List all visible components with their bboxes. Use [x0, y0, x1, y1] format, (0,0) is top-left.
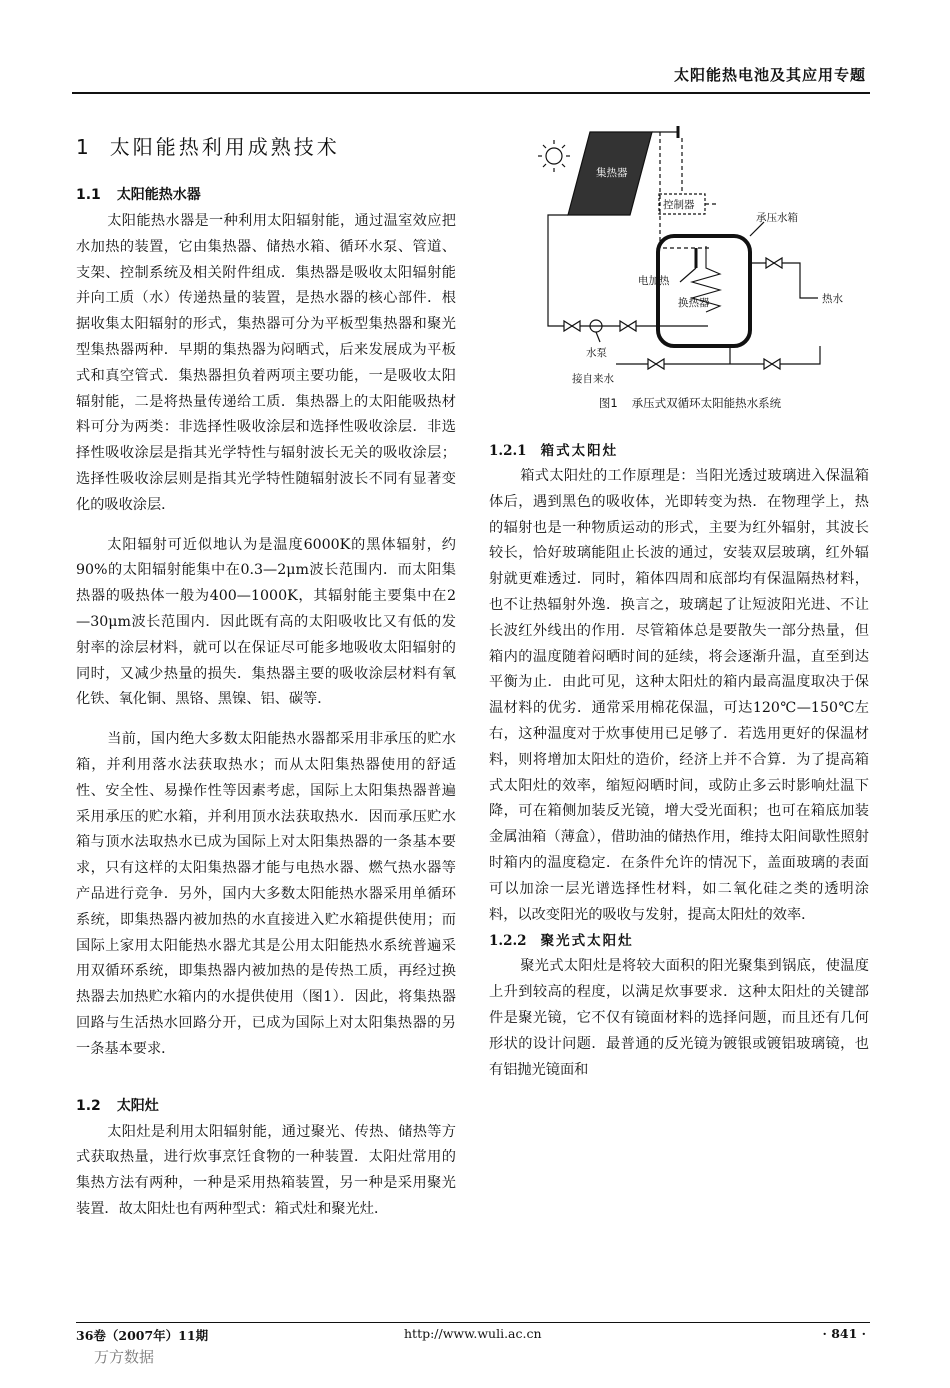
header-rule — [72, 92, 870, 94]
subsubsection-title — [489, 928, 869, 954]
watermark: 万方数据 — [94, 1348, 155, 1366]
label-collector: 集热器 — [596, 167, 628, 179]
footer-rule — [76, 1322, 870, 1323]
figure-number: 图1 — [598, 396, 618, 410]
label-hot-water: 热水 — [822, 293, 843, 305]
figure-caption-text: 承压式双循环太阳能热水系统 — [631, 396, 782, 410]
label-tank: 承压水箱 — [756, 212, 798, 224]
paragraph: 太阳灶是利用太阳辐射能，通过聚光、传热、储热等方式获取热量，进行炊事烹饪食物的一种装置．太阳灶常用的集热方法有两种，一种是采用热箱装置，另一种是采用聚光装置．故太阳灶也有两种型式：箱式灶和聚光灶． — [76, 1123, 456, 1217]
paragraph: 太阳辐射可近似地认为是温度6000K的黑体辐射，约90%的太阳辐射能集中在0.3—2μm波长范围内．而太阳集热器的吸热体一般为400—1000K，其辐射能主要集中在2—30μm波长范围内．因此既有高的太阳吸收比又有低的发射率的涂层材料，就可以在保证尽可能多地吸收太阳辐射的同时，又减少热量的损失．集热器主要的吸收涂层材料有氧化铁、氧化铜、黑铬、黑镍、铝、碳等． — [76, 536, 456, 708]
label-heater: 电加热 — [638, 275, 670, 287]
journal-header: 太阳能热电池及其应用专题 — [673, 66, 866, 84]
figure-diagram — [520, 118, 860, 393]
label-cold-water: 接自来水 — [572, 373, 614, 385]
paragraph: 太阳能热水器是一种利用太阳辐射能，通过温室效应把水加热的装置，它由集热器、储热水箱、循环水泵、管道、支架、控制系统及相关附件组成．集热器是吸收太阳辐射能并向工质（水）传递热量的装置，是热水器的核心部件．根据收集太阳辐射的形式，集热器可分为平板型集热器和聚光型集热器两种．早期的集热器为闷晒式，后来发展成为平板式和真空管式．集热器担负着两项主要功能，一是吸收太阳辐射能，二是将热量传递给工质．集热器上的太阳能吸热材料可分为两类：非选择性吸收涂层和选择性吸收涂层．非选择性吸收涂层是指其光学特性与辐射波长无关的吸收涂层；选择性吸收涂层则是指其光学特性随辐射波长不同有显著变化的吸收涂层． — [76, 213, 456, 513]
subsubsection-title — [489, 438, 869, 464]
left-column — [76, 128, 456, 1223]
subsection-number: 1.1 — [76, 187, 101, 203]
paragraph: 箱式太阳灶的工作原理是：当阳光透过玻璃进入保温箱体后，遇到黑色的吸收体，光即转变为热．在物理学上，热的辐射也是一种物质运动的形式，主要为红外辐射，其波长较长，恰好玻璃能阻止长波的通过，安装双层玻璃，红外辐射就更难透过．同时，箱体四周和底部均有保温隔热材料，也不让热辐射外逸．换言之，玻璃起了让短波阳光进、不让长波红外线出的作用．尽管箱体总是要散失一部分热量，但箱内的温度随着闷晒时间的延续，将会逐渐升温，直至到达平衡为止．由此可见，这种太阳灶的箱内最高温度取决于保温材料的优劣．通常采用棉花保温，可达120℃—150℃左右，这种温度对于炊事使用已足够了．若选用更好的保温材料，则将增加太阳灶的造价，经济上并不合算．为了提高箱式太阳灶的效率，缩短闷晒时间，或防止多云时影响灶温下降，可在箱侧加装反光镜，增大受光面积；也可在箱底加装金属油箱（薄盒），借助油的储热作用，维持太阳间歇性照射时箱内的温度稳定．在条件允许的情况下，盖面玻璃的表面可以加涂一层光谱选择性材料，如二氧化硅之类的透明涂料，以改变阳光的吸收与发射，提高太阳灶的效率． — [489, 468, 869, 923]
subsection-title — [76, 1093, 456, 1120]
section-title-text: 太阳能热利用成熟技术 — [109, 135, 340, 159]
right-column — [489, 436, 869, 1083]
page-number: · 841 · — [822, 1326, 866, 1341]
paragraph: 当前，国内绝大多数太阳能热水器都采用非承压的贮水箱，并利用落水法获取热水；而从太阳集热器使用的舒适性、安全性、易操作性等因素考虑，国际上太阳集热器普遍采用承压的贮水箱，并利用顶水法获取热水．因而承压贮水箱与顶水法取热水已成为国际上对太阳集热器的一条基本要求，只有这样的太阳集热器才能与电热水器、燃气热水器等产品进行竞争．另外，国内大多数太阳能热水器采用单循环系统，即集热器内被加热的水直接进入贮水箱提供使用；而国际上家用太阳能热水器尤其是公用太阳能热水系统普遍采用双循环系统，即集热器内被加热的是传热工质，再经过换热器去加热贮水箱内的水提供使用（图1）．因此，将集热器回路与生活热水回路分开，已成为国际上对太阳集热器的另一条基本要求． — [76, 731, 456, 1057]
subsubsection-number: 1.2.2 — [489, 933, 527, 950]
subsubsection-number: 1.2.1 — [489, 443, 527, 459]
section-number: 1 — [76, 135, 92, 159]
label-pump: 水泵 — [586, 347, 607, 359]
subsection-title — [76, 182, 456, 209]
section-title — [76, 132, 456, 162]
figure-caption — [520, 395, 860, 411]
subsubsection-title-text: 箱式太阳灶 — [540, 443, 619, 459]
sun-icon — [546, 148, 562, 164]
label-exchanger: 换热器 — [678, 297, 710, 309]
subsection-title-text: 太阳能热水器 — [116, 187, 201, 203]
issue-info: 36卷（2007年）11期 — [76, 1328, 209, 1343]
subsection-title-text: 太阳灶 — [116, 1097, 159, 1114]
journal-url[interactable]: http://www.wuli.ac.cn — [404, 1326, 542, 1341]
figure-1 — [520, 118, 860, 418]
label-controller: 控制器 — [663, 199, 695, 211]
subsection-number: 1.2 — [76, 1097, 101, 1114]
paragraph: 聚光式太阳灶是将较大面积的阳光聚集到锅底，使温度上升到较高的程度，以满足炊事要求．这种太阳灶的关键部件是聚光镜，它不仅有镜面材料的选择问题，而且还有几何形状的设计问题．最普通的反光镜为镀银或镀铝玻璃镜，也有铝抛光镜面和 — [489, 958, 869, 1078]
subsubsection-title-text: 聚光式太阳灶 — [540, 933, 634, 950]
pressure-tank — [658, 236, 750, 346]
